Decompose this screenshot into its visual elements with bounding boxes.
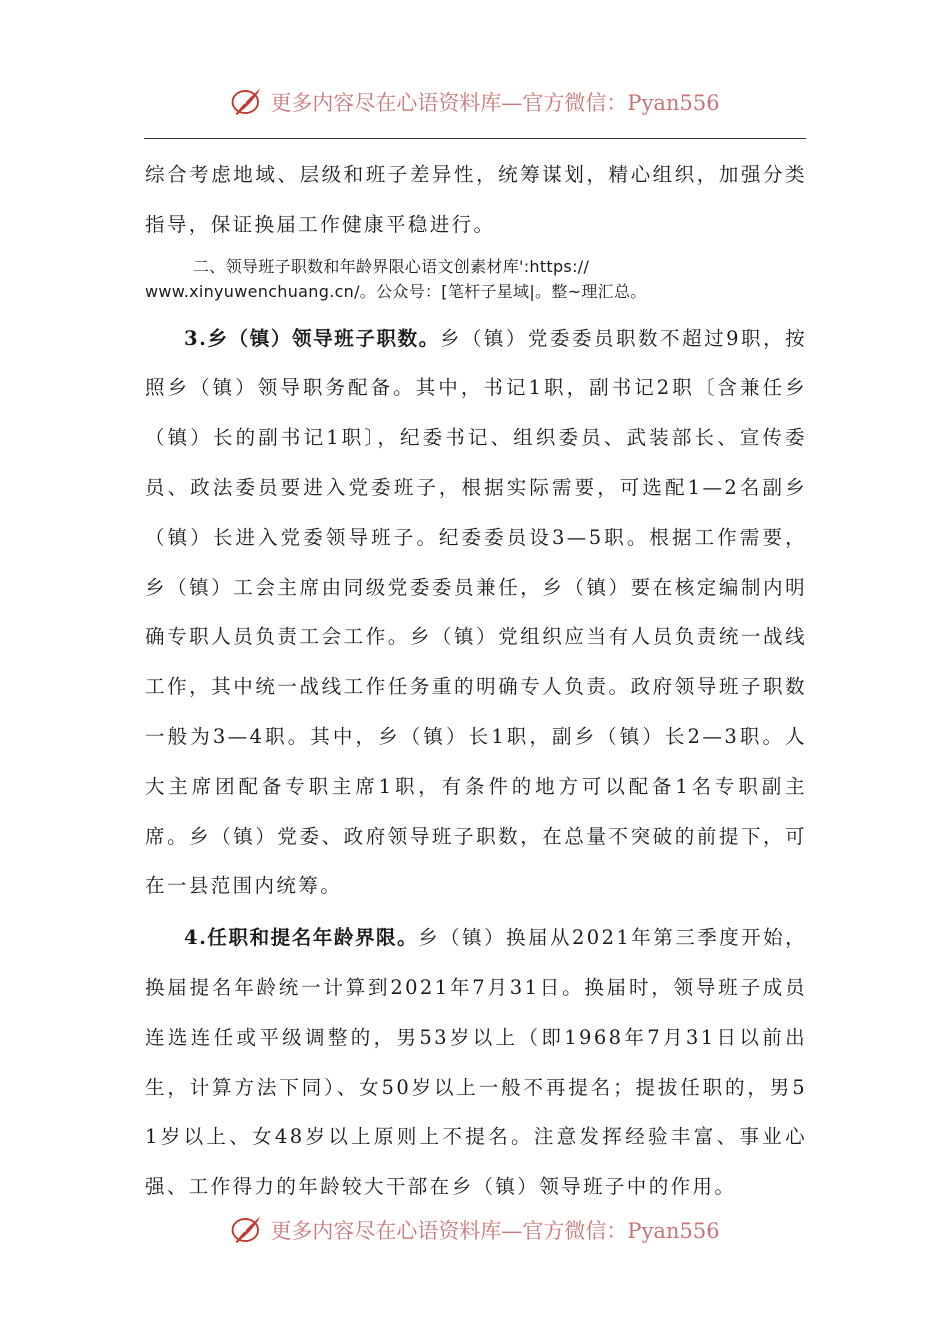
quill-pen-logo-icon bbox=[230, 1213, 264, 1247]
item4-text: 乡（镇）换届从2021年第三季度开始，换届提名年龄统一计算到2021年7月31日。换届时，领导班子成员连选连任或平级调整的，男53岁以上（即1968年7月31日以前出生，计算方法下同）、女50岁以上一般不再提名；提拔任职的，男51岁以上、女48岁以上原则上不提名。注意发挥经验丰富、事业心强、工作得力的年龄较大干部在乡（镇）领导班子中的作用。 bbox=[145, 926, 807, 1199]
item3-lead: 3.乡（镇）领导班子职数。 bbox=[184, 326, 440, 350]
intro-paragraph: 综合考虑地域、层级和班子差异性，统筹谋划，精心组织，加强分类指导，保证换届工作健康平稳进行。 bbox=[145, 163, 807, 236]
item3-paragraph bbox=[145, 314, 807, 912]
quill-pen-logo-icon bbox=[230, 85, 264, 119]
footer-banner-text: 更多内容尽在心语资料库—官方微信：Pyan556 bbox=[270, 1219, 720, 1243]
header-banner bbox=[0, 78, 950, 126]
section-heading-line1: 二、领导班子职数和年龄界限心语文创素材库':https:// bbox=[193, 256, 590, 276]
item4-paragraph bbox=[145, 913, 807, 1212]
item4-lead: 4.任职和提名年龄界限。 bbox=[184, 926, 419, 950]
item3-text: 乡（镇）党委委员职数不超过9职，按照乡（镇）领导职务配备。其中，书记1职，副书记2职〔含兼任乡（镇）长的副书记1职〕，纪委书记、组织委员、武装部长、宣传委员、政法委员要进入党委班子，根据实际需要，可选配1—2名副乡（镇）长进入党委领导班子。纪委委员设3—5职。根据工作需要，乡（镇）工会主席由同级党委委员兼任，乡（镇）要在核定编制内明确专职人员负责工会工作。乡（镇）党组织应当有人员负责统一战线工作，其中统一战线工作任务重的明确专人负责。政府领导班子职数一般为3—4职。其中，乡（镇）长1职，副乡（镇）长2—3职。人大主席团配备专职主席1职，有条件的地方可以配备1名专职副主席。乡（镇）党委、政府领导班子职数，在总量不突破的前提下，可在一县范围内统筹。 bbox=[145, 326, 807, 898]
section-heading-line2: www.xinyuwenchuang.cn/。公众号：[笔杆子星域|。整~理汇总。 bbox=[145, 281, 647, 301]
document-body bbox=[145, 150, 807, 1212]
footer-banner bbox=[0, 1206, 950, 1254]
header-banner-text: 更多内容尽在心语资料库—官方微信：Pyan556 bbox=[270, 91, 720, 115]
header-divider bbox=[144, 138, 806, 139]
section-heading bbox=[145, 254, 807, 304]
